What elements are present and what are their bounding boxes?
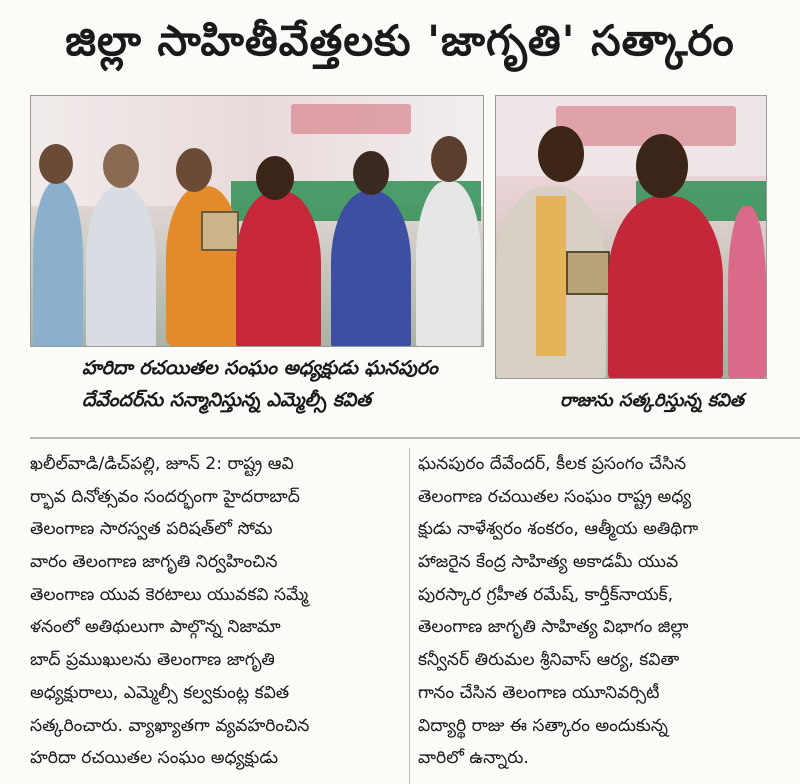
article-line: క్షుడు నాళేశ్వరం శంకరం, ఆత్మీయ అతిథిగా: [418, 519, 699, 540]
person-figure: [236, 191, 321, 347]
article-line: తెలంగాణ సారస్వత పరిషత్‌లో సోమ: [30, 519, 273, 540]
person-head: [176, 148, 212, 192]
person-figure: [331, 191, 411, 347]
caption-line: రాజును సత్కరిస్తున్న కవిత: [560, 390, 744, 411]
person-figure: [608, 196, 723, 379]
article-line: హాజరైన కేంద్ర సాహిత్య అకాడమీ యువ: [418, 552, 679, 573]
shawl: [536, 196, 566, 356]
person-figure: [416, 181, 481, 347]
person-head: [353, 151, 389, 195]
article-column-left: [30, 448, 408, 775]
person-head: [538, 126, 584, 182]
article-line: బాద్ ప్రముఖులను తెలంగాణ జాగృతి: [30, 650, 275, 671]
column-divider: [409, 448, 410, 784]
article-line: వారిలో ఉన్నారు.: [418, 748, 529, 769]
person-figure: [166, 186, 241, 346]
article-line: ఘనపురం దేవేందర్, కీలక ప్రసంగం చేసిన: [418, 454, 687, 474]
article-line: అధ్యక్షురాలు, ఎమ్మెల్సీ కల్వకుంట్ల కవిత: [30, 682, 290, 703]
article-line: తెలంగాణ రచయితల సంఘం రాష్ట్ర అధ్య: [418, 486, 692, 507]
person-figure: [33, 181, 83, 347]
article-line: ఖలీల్‌వాడి/డిచ్‌పల్లి, జూన్ 2: రాష్ట్ర ఆవి: [30, 454, 294, 474]
article-line: సత్కరించారు. వ్యాఖ్యాతగా వ్యవహరించిన: [30, 715, 310, 736]
person-head: [431, 136, 467, 182]
person-figure: [728, 206, 766, 379]
award-plaque: [201, 211, 239, 251]
headline: జిల్లా సాహితీవేత్తలకు 'జాగృతి' సత్కారం: [65, 16, 735, 65]
person-head: [103, 144, 139, 188]
person-head: [39, 144, 73, 184]
article-line: విద్యార్థి రాజు ఈ సత్కారం అందుకున్న: [418, 715, 669, 736]
person-head: [636, 134, 688, 198]
article-line: తెలంగాణ యువ కెరటాలు యువకవి సమ్మే: [30, 584, 309, 605]
award-plaque: [566, 251, 610, 295]
article-line: హరిదా రచయితల సంఘం అధ్యక్షుడు: [30, 748, 279, 769]
event-photo-left: [30, 95, 484, 347]
article-line: పురస్కార గ్రహీత రమేష్, కార్తీక్‌నాయక్,: [418, 584, 674, 605]
event-photo-right: [495, 95, 767, 379]
article-line: వారం తెలంగాణ జాగృతి నిర్వహించిన: [30, 552, 278, 573]
banner-lettering: [291, 104, 411, 134]
photo-caption-left: [82, 352, 482, 416]
article-line: ళనంలో అతిథులుగా పాల్గొన్న నిజామా: [30, 617, 281, 638]
person-figure: [86, 186, 156, 347]
person-head: [256, 156, 294, 200]
caption-line: దేవేందర్‌ను సన్మానిస్తున్న ఎమ్మెల్సీ కవిత: [82, 389, 372, 411]
article-column-right: [418, 448, 800, 775]
article-line: ర్భావ దినోత్సవం సందర్భంగా హైదరాబాద్: [30, 486, 300, 507]
photo-caption-right: [560, 385, 800, 417]
section-divider: [30, 437, 800, 439]
caption-line: హరిదా రచయితల సంఘం అధ్యక్షుడు ఘనపురం: [82, 357, 438, 379]
article-line: తెలంగాణ జాగృతి సాహిత్య విభాగం జిల్లా: [418, 617, 689, 638]
article-line: కన్వీనర్ తిరుమల శ్రీనివాస్ ఆర్య, కవితా: [418, 650, 680, 671]
article-line: గానం చేసిన తెలంగాణ యూనివర్సిటీ: [418, 682, 660, 703]
